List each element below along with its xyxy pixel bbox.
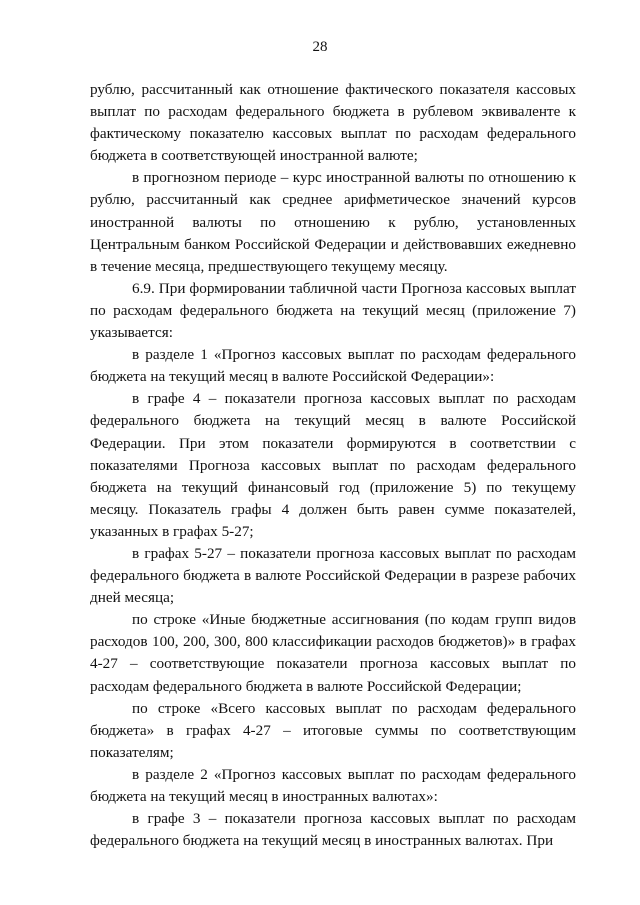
paragraph: в графах 5-27 – показатели прогноза кассовых выплат по расходам федерального бюджета в валюте Российской Федерации в разрезе рабочих дней месяца; (90, 544, 576, 607)
paragraph: в разделе 2 «Прогноз кассовых выплат по расходам федерального бюджета на текущий месяц в иностранных валютах»: (90, 765, 576, 805)
paragraph: рублю, рассчитанный как отношение фактического показателя кассовых выплат по расходам федерального бюджета в рублевом эквиваленте к фактическому показателю кассовых выплат по расходам федерального бюджета в соответствующей иностранной валюте; (90, 81, 576, 165)
paragraph: в прогнозном периоде – курс иностранной валюты по отношению к рублю, рассчитанный как среднее арифметическое значений курсов иностранной валюты по отношению к рублю, установленных Центральным банком Российской Федерации и действовавших ежедневно в течение месяца, предшествующего текущему месяцу. (90, 169, 576, 275)
page-number: 28 (312, 39, 328, 55)
paragraph: 6.9. При формировании табличной части Прогноза кассовых выплат по расходам федерального бюджета на текущий месяц (приложение 7) указывается: (90, 279, 576, 342)
paragraph: в графе 4 – показатели прогноза кассовых выплат по расходам федерального бюджета на текущий месяц в валюте Российской Федерации. При этом показатели формируются в соответствии с показателями Прогноза кассовых выплат по расходам федерального бюджета на текущий финансовый год (приложение 5) по текущему месяцу. Показатель графы 4 должен быть равен сумме показателей, указанных в графах 5-27; (90, 390, 576, 540)
paragraph: по строке «Иные бюджетные ассигнования (по кодам групп видов расходов 100, 200, 300, 800 классификации расходов бюджетов)» в графах 4-27 – соответствующие показатели прогноза кассовых выплат по расходам федерального бюджета в валюте Российской Федерации; (90, 611, 576, 695)
document-body (90, 79, 576, 852)
paragraph: в разделе 1 «Прогноз кассовых выплат по расходам федерального бюджета на текущий месяц в валюте Российской Федерации»: (90, 346, 576, 386)
paragraph: в графе 3 – показатели прогноза кассовых выплат по расходам федерального бюджета на текущий месяц в иностранных валютах. При (90, 810, 576, 850)
paragraph: по строке «Всего кассовых выплат по расходам федерального бюджета» в графах 4-27 – итоговые суммы по соответствующим показателям; (90, 699, 576, 761)
